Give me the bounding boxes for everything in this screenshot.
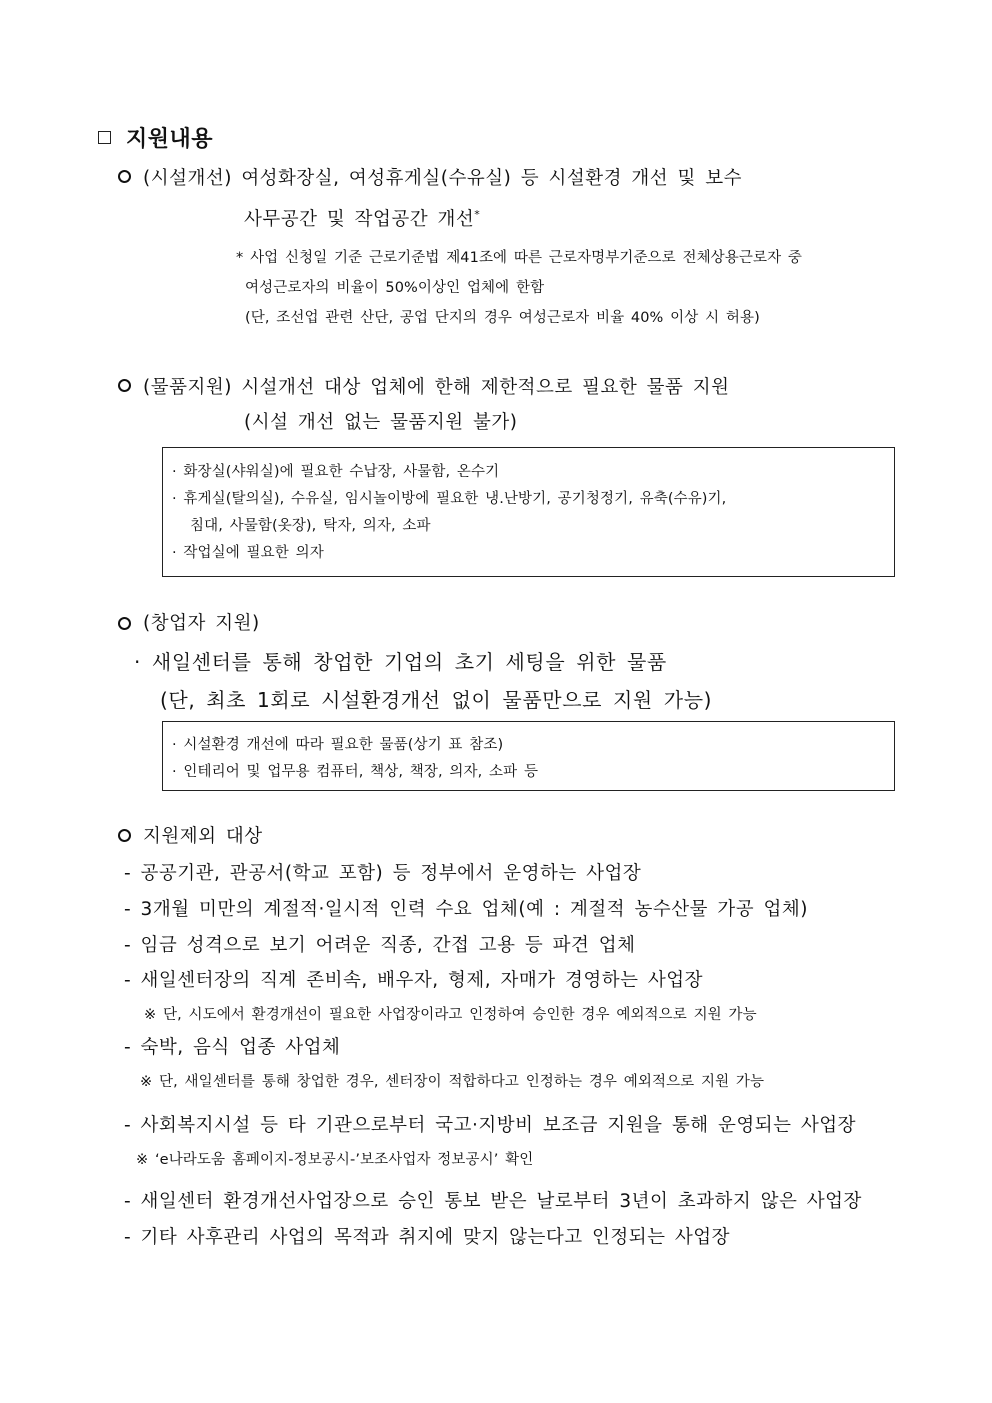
exclusion-note: ※ ‘e나라도움 홈페이지-정보공시-’보조사업자 정보공시’ 확인 [136, 1152, 534, 1168]
goods-item: · 작업실에 필요한 의자 [172, 545, 324, 561]
goods-item: 침대, 사물함(옷장), 탁자, 의자, 소파 [190, 518, 431, 534]
exclusion-item: - 새일센터 환경개선사업장으로 승인 통보 받은 날로부터 3년이 초과하지 않은 사업장 [124, 1191, 862, 1212]
section-title: 지원내용 [126, 127, 214, 152]
goods-label: (물품지원) [143, 377, 232, 398]
circle-bullet-icon [118, 379, 131, 392]
goods-text: 시설개선 대상 업체에 한해 제한적으로 필요한 물품 지원 [241, 377, 730, 398]
exclusion-item: - 새일센터장의 직계 존비속, 배우자, 형제, 자매가 경영하는 사업장 [124, 970, 704, 991]
note-mark: * [236, 250, 244, 266]
facility-heading [143, 164, 742, 190]
goods-item: · 화장실(샤워실)에 필요한 수납장, 사물함, 온수기 [172, 464, 500, 480]
facility-note-1: * 사업 신청일 기준 근로기준법 제41조에 따른 근로자명부기준으로 전체상용근로자 중 [236, 250, 803, 266]
circle-bullet-icon [118, 829, 131, 842]
exclusion-item: - 사회복지시설 등 타 기관으로부터 국고·지방비 보조금 지원을 통해 운영되는 사업장 [124, 1115, 856, 1136]
facility-label: (시설개선) [143, 168, 232, 189]
facility-line2: 사무공간 및 작업공간 개선* [244, 207, 481, 230]
founder-heading: (창업자 지원) [143, 613, 260, 634]
exclusion-item: - 공공기관, 관공서(학교 포함) 등 정부에서 운영하는 사업장 [124, 863, 642, 884]
facility-note-3: (단, 조선업 관련 산단, 공업 단지의 경우 여성근로자 비율 40% 이상 시 허용) [245, 310, 760, 326]
goods-line2: (시설 개선 없는 물품지원 불가) [244, 412, 518, 433]
goods-heading [143, 373, 730, 399]
exclusion-note: ※ 단, 시도에서 환경개선이 필요한 사업장이라고 인정하여 승인한 경우 예외적으로 지원 가능 [144, 1007, 757, 1023]
footnote-mark: * [474, 207, 481, 221]
exclusion-item: - 숙박, 음식 업종 사업체 [124, 1037, 341, 1058]
founder-item-box [162, 721, 895, 791]
facility-note-2: 여성근로자의 비율이 50%이상인 업체에 한함 [245, 280, 545, 296]
exclusion-item: - 기타 사후관리 사업의 목적과 취지에 맞지 않는다고 인정되는 사업장 [124, 1227, 730, 1248]
checkbox-square-icon [98, 131, 111, 144]
founder-item: · 인테리어 및 업무용 컴퓨터, 책상, 책장, 의자, 소파 등 [172, 764, 539, 780]
exclusion-note: ※ 단, 새일센터를 통해 창업한 경우, 센터장이 적합하다고 인정하는 경우 예외적으로 지원 가능 [140, 1074, 765, 1090]
circle-bullet-icon [118, 170, 131, 183]
circle-bullet-icon [118, 617, 131, 630]
goods-item: · 휴게실(탈의실), 수유실, 임시놀이방에 필요한 냉.난방기, 공기청정기, 유축(수유)기, [172, 491, 727, 507]
founder-line1: · 새일센터를 통해 창업한 기업의 초기 세팅을 위한 물품 [134, 650, 667, 674]
founder-line2: (단, 최초 1회로 시설환경개선 없이 물품만으로 지원 가능) [160, 688, 713, 712]
goods-item-box [162, 447, 895, 577]
exclusion-item: - 3개월 미만의 계절적·일시적 인력 수요 업체(예 : 계절적 농수산물 가공 업체) [124, 899, 808, 920]
facility-text: 여성화장실, 여성휴게실(수유실) 등 시설환경 개선 및 보수 [241, 168, 742, 189]
exclusions-heading: 지원제외 대상 [143, 826, 263, 847]
exclusion-item: - 임금 성격으로 보기 어려운 직종, 간접 고용 등 파견 업체 [124, 935, 636, 956]
founder-item: · 시설환경 개선에 따라 필요한 물품(상기 표 참조) [172, 737, 504, 753]
